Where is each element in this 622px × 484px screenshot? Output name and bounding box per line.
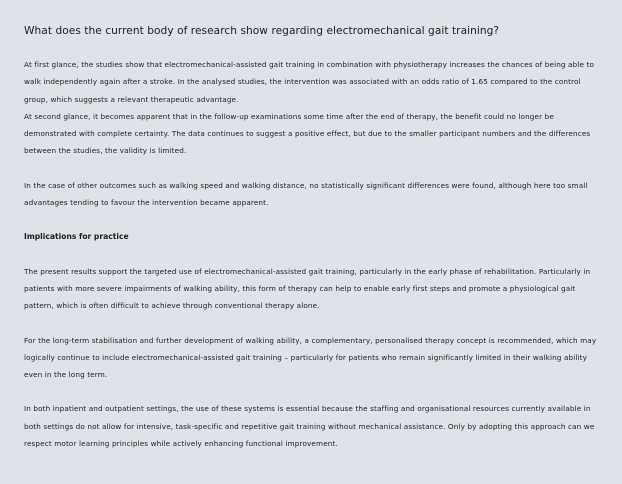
spacer <box>24 383 598 400</box>
paragraph-first-glance: At first glance, the studies show that electromechanical-assisted gait training in combination with physiotherapy increases the chances of being able to walk independently again after a stroke. In the analysed studies, the intervention was associated with an odds ratio of 1.65 compared to the control group, which suggests a relevant therapeutic advantage. <box>24 60 595 104</box>
question-heading: What does the current body of research show regarding electromechanical gait training? <box>24 25 500 37</box>
paragraph-other-outcomes: In the case of other outcomes such as walking speed and walking distance, no statistically significant differences were found, although here too small advantages tending to favour the intervention became apparent. <box>24 180 588 208</box>
paragraph-second-glance: At second glance, it becomes apparent that in the follow-up examinations some time after the end of therapy, the benefit could no longer be demonstrated with complete certainty. The data continues to suggest a positive effect, but due to the smaller participant numbers and the differences between the studies, the validity is limited. <box>24 111 591 156</box>
spacer <box>24 160 598 177</box>
paragraph-long-term: For the long-term stabilisation and further development of walking ability, a complementary, personalised therapy concept is recommended, which may logically continue to include electromechanical-assisted gait training – particularly for patients who remain significantly limited in their walking ability even in the long term. <box>24 335 597 380</box>
paragraph-settings: In both inpatient and outpatient settings, the use of these systems is essential because the staffing and organisational resources currently available in both settings do not allow for intensive, task-specific and repetitive gait training without mechanical assistance. Only by adopting this approach can we respect motor learning principles while actively enhancing functional improvement. <box>24 404 595 449</box>
paragraph-targeted-use: The present results support the targeted use of electromechanical-assisted gait training, particularly in the early phase of rehabilitation. Particularly in patients with more severe impairments of walking ability, this form of therapy can help to enable early first steps and promote a physiological gait pattern, which is often difficult to achieve through conventional therapy alone. <box>24 266 591 311</box>
implications-heading: Implications for practice <box>24 232 129 242</box>
spacer <box>24 315 598 332</box>
spacer <box>24 246 598 263</box>
spacer <box>24 211 598 228</box>
